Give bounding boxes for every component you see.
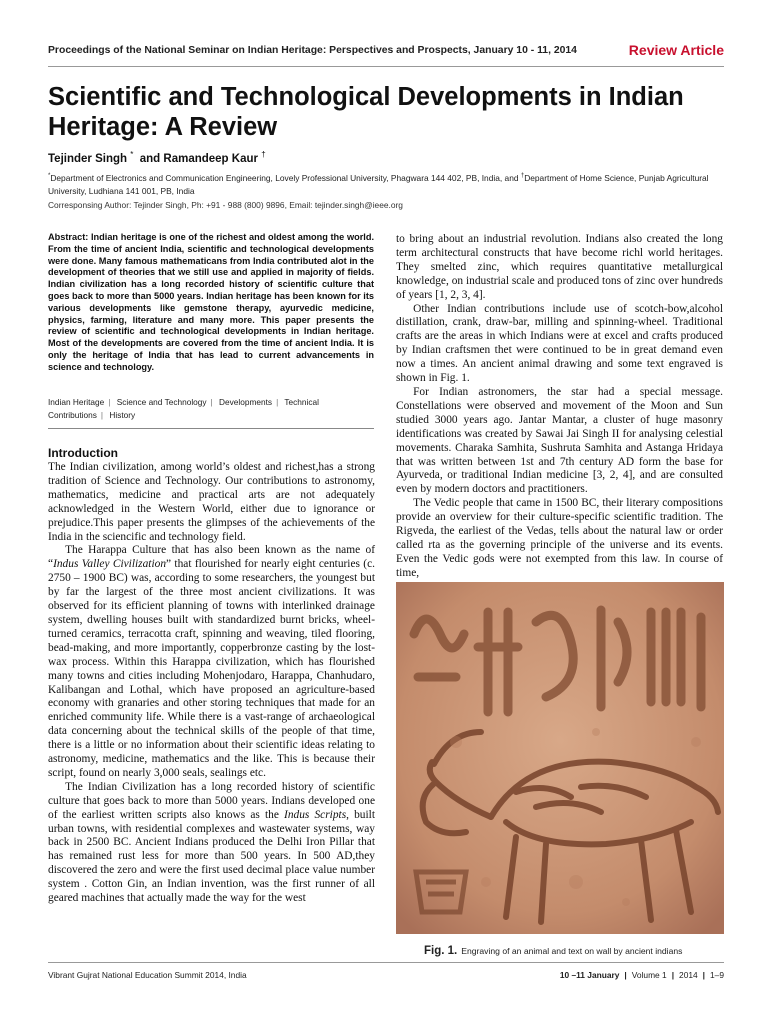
header-divider [48, 66, 724, 67]
proceedings-line: Proceedings of the National Seminar on Indian Heritage: Perspectives and Prospects, January 10 - 11, 2014 [48, 45, 577, 56]
affiliation-text: Department of Electronics and Communication Engineering, Lovely Professional University, Phagwara 144 402, PB, India, and [50, 172, 519, 183]
affiliation [48, 170, 724, 198]
author-list [48, 150, 266, 165]
author-joiner: and [139, 152, 161, 165]
keyword: Science and Technology [116, 397, 207, 407]
figure-caption [424, 945, 682, 957]
keyword: Technical Contributions [48, 397, 319, 420]
footer-date: 10 –11 January [559, 970, 620, 980]
abstract: Abstract: Indian heritage is one of the richest and oldest among the world. From the time of ancient India, scientific and technological developments were done. Many famous mathematicans from India contributed alot in the development of theories that we still use and applied in majority of fields. Indian civilization has a long recorded history of scientific culture that goes back to more than 5000 years. Indian heritage has been known for its various developments like gemstone therapy, ayurvedic medicine, physics, farming, literature and many more. This paper presents the review of scientific and technological developments in Indian heritage. Most of the developments are covered from the time of ancient India. It is only the heritage of India that has lead to current advancements in science and technology. [48, 232, 374, 372]
keywords-divider [48, 428, 374, 429]
paragraph: The Vedic people that came in 1500 BC, their literary compositions provide an overview for their culture-specific scientific tradition. The Rigveda, the earliest of the Vedas, tells about the natural law or order called rta as the governing principle of the universe and its events. Even the Vedic gods were not exempted from this law. In course of time, [396, 497, 723, 579]
figure-label: Fig. 1. [424, 945, 458, 957]
author-mark: † [261, 150, 266, 159]
paragraph: to bring about an industrial revolution. Indians also created the long term architectural constructs that have become richl world heritages. They smelted zinc, which requires quantitative metallurgical knowledge, on industrial scale and produced tons of zinc over hundreds of years [1, 2, 3, 4]. [396, 233, 723, 301]
affiliation-mark: † [520, 173, 525, 179]
footer-divider [48, 962, 724, 963]
section-heading: Introduction [48, 446, 118, 460]
running-header [48, 42, 724, 62]
corresponding-author: Corresponsing Author: Tejinder Singh, Ph: +91 - 988 (800) 9896, Email: tejinder.singh@ieee.org [48, 200, 403, 210]
keyword: History [109, 410, 136, 420]
affiliation-mark: * [48, 173, 51, 179]
paragraph: Other Indian contributions include use of scotch-bow,alcohol distillation, crank, draw-bar, milling and spinning-wheel. Traditional crafts are the areas in which Indians were at excel and crafts produced by Indian craftsmen thet were continued to be in great demand even now a times. An ancient animal drawing and some text engraved is shown in Fig. 1. [396, 302, 723, 385]
paragraph: The Indian civilization, among world’s oldest and richest,has a strong tradition of Science and Technology. Our contributions to astronomy, mathematics, medicine and practical arts are not adequately acknowledged in the Western World, either due to ignorance or prejudice.This paper presents the glimpses of the achievements of the India in the sciencific and technology field. [48, 461, 375, 543]
author-name: Ramandeep Kaur [163, 152, 258, 165]
footer-volume: Volume 1 [631, 970, 667, 980]
article-type-label: Review Article [628, 42, 724, 58]
paragraph: The Harappa Culture that has also been known as the name of “Indus Valley Civilization” that flourished for nearly eight centuries (c. 2750 – 1900 BC) was, according to some researchers, the youngest but by far the largest of the three most ancient civilizations. It was observed for its efficient planning of towns with interlinked drainage system, dwelling houses built with standardized burnt bricks, wheel-turned ceramics, terracotta craft, spinning and weaving, tiled flooring, bead-making, and more importantly, copperbronze casting by the lost-wax process. Within this Harappa civilization, which has flourished many towns and cities including Mohenjodaro, Harappa, Chanhudaro, Kalibangan and Lothal, which have proposed an agriculture-based economy with granaries and other storing techniques that made for an enriched community life. While there is a vast-range of archaeological data concerning about the technical skills of the people of that time, there is a little or no information about their scientific ideas relating to astronomy, medicine, mathematics and the like. This is because their script, found on nearly 3,000 seals, sealings etc. [48, 544, 375, 779]
caption-text: Engraving of an animal and text on wall by ancient indians [461, 946, 683, 956]
keywords: Indian Heritage | Science and Technology | Developments | Technical Contributions | History [48, 397, 319, 420]
author-name: Tejinder Singh [48, 152, 128, 165]
keyword: Indian Heritage [48, 397, 105, 407]
right-column [396, 233, 723, 581]
paper-title: Scientific and Technological Developments in Indian Heritage: A Review [48, 83, 684, 141]
author-mark: * [130, 150, 134, 159]
keyword: Developments [219, 397, 273, 407]
paragraph: For Indian astronomers, the star had a special message. Constellations were observed and movement of the Moon and Sun studied 3000 years ago. Jantar Mantar, a cluster of huge masonry identifications was created by Sawai Jai Singh II for analysing celestial movements. Charaka Samhita, Sushruta Samhita and Astanga Hridaya that was written between 1st and 7th century AD form the base for Ayurveda, or traditional Indian medicine [3, 2, 4], and are consulted even by modern doctors and practitioners. [396, 385, 723, 496]
footer-year: 2014 [679, 970, 698, 980]
footer-event: Vibrant Gujrat National Education Summit 2014, India [48, 970, 247, 980]
seal-illustration [396, 582, 724, 934]
left-column [48, 461, 375, 906]
footer-issue-info: 10 –11 January | Volume 1 | 2014 | 1–9 [559, 970, 724, 980]
affiliation-text: Department of Home Science, Punjab Agricultural University, Ludhiana 141 001, PB, India [48, 172, 709, 196]
figure-seal-engraving [396, 582, 724, 934]
footer-pages: 1–9 [710, 970, 724, 980]
paragraph: The Indian Civilization has a long recorded history of scientific culture that goes back to more than 5000 years. Indians developed one of the earliest written scripts also knows as the Indus Scripts, built urban towns, with residential complexes and wastewater systems, way back in 2500 BC. Ancient Indians produced the Delhi Iron Pillar that has remained rust less for more than 500 years. In 500 AD,they discovered the zero and were the first used decimal place value number system . Cotton Gin, an Indian invention, was the first runner of all geared machines that actually made the way for the west [48, 780, 375, 905]
